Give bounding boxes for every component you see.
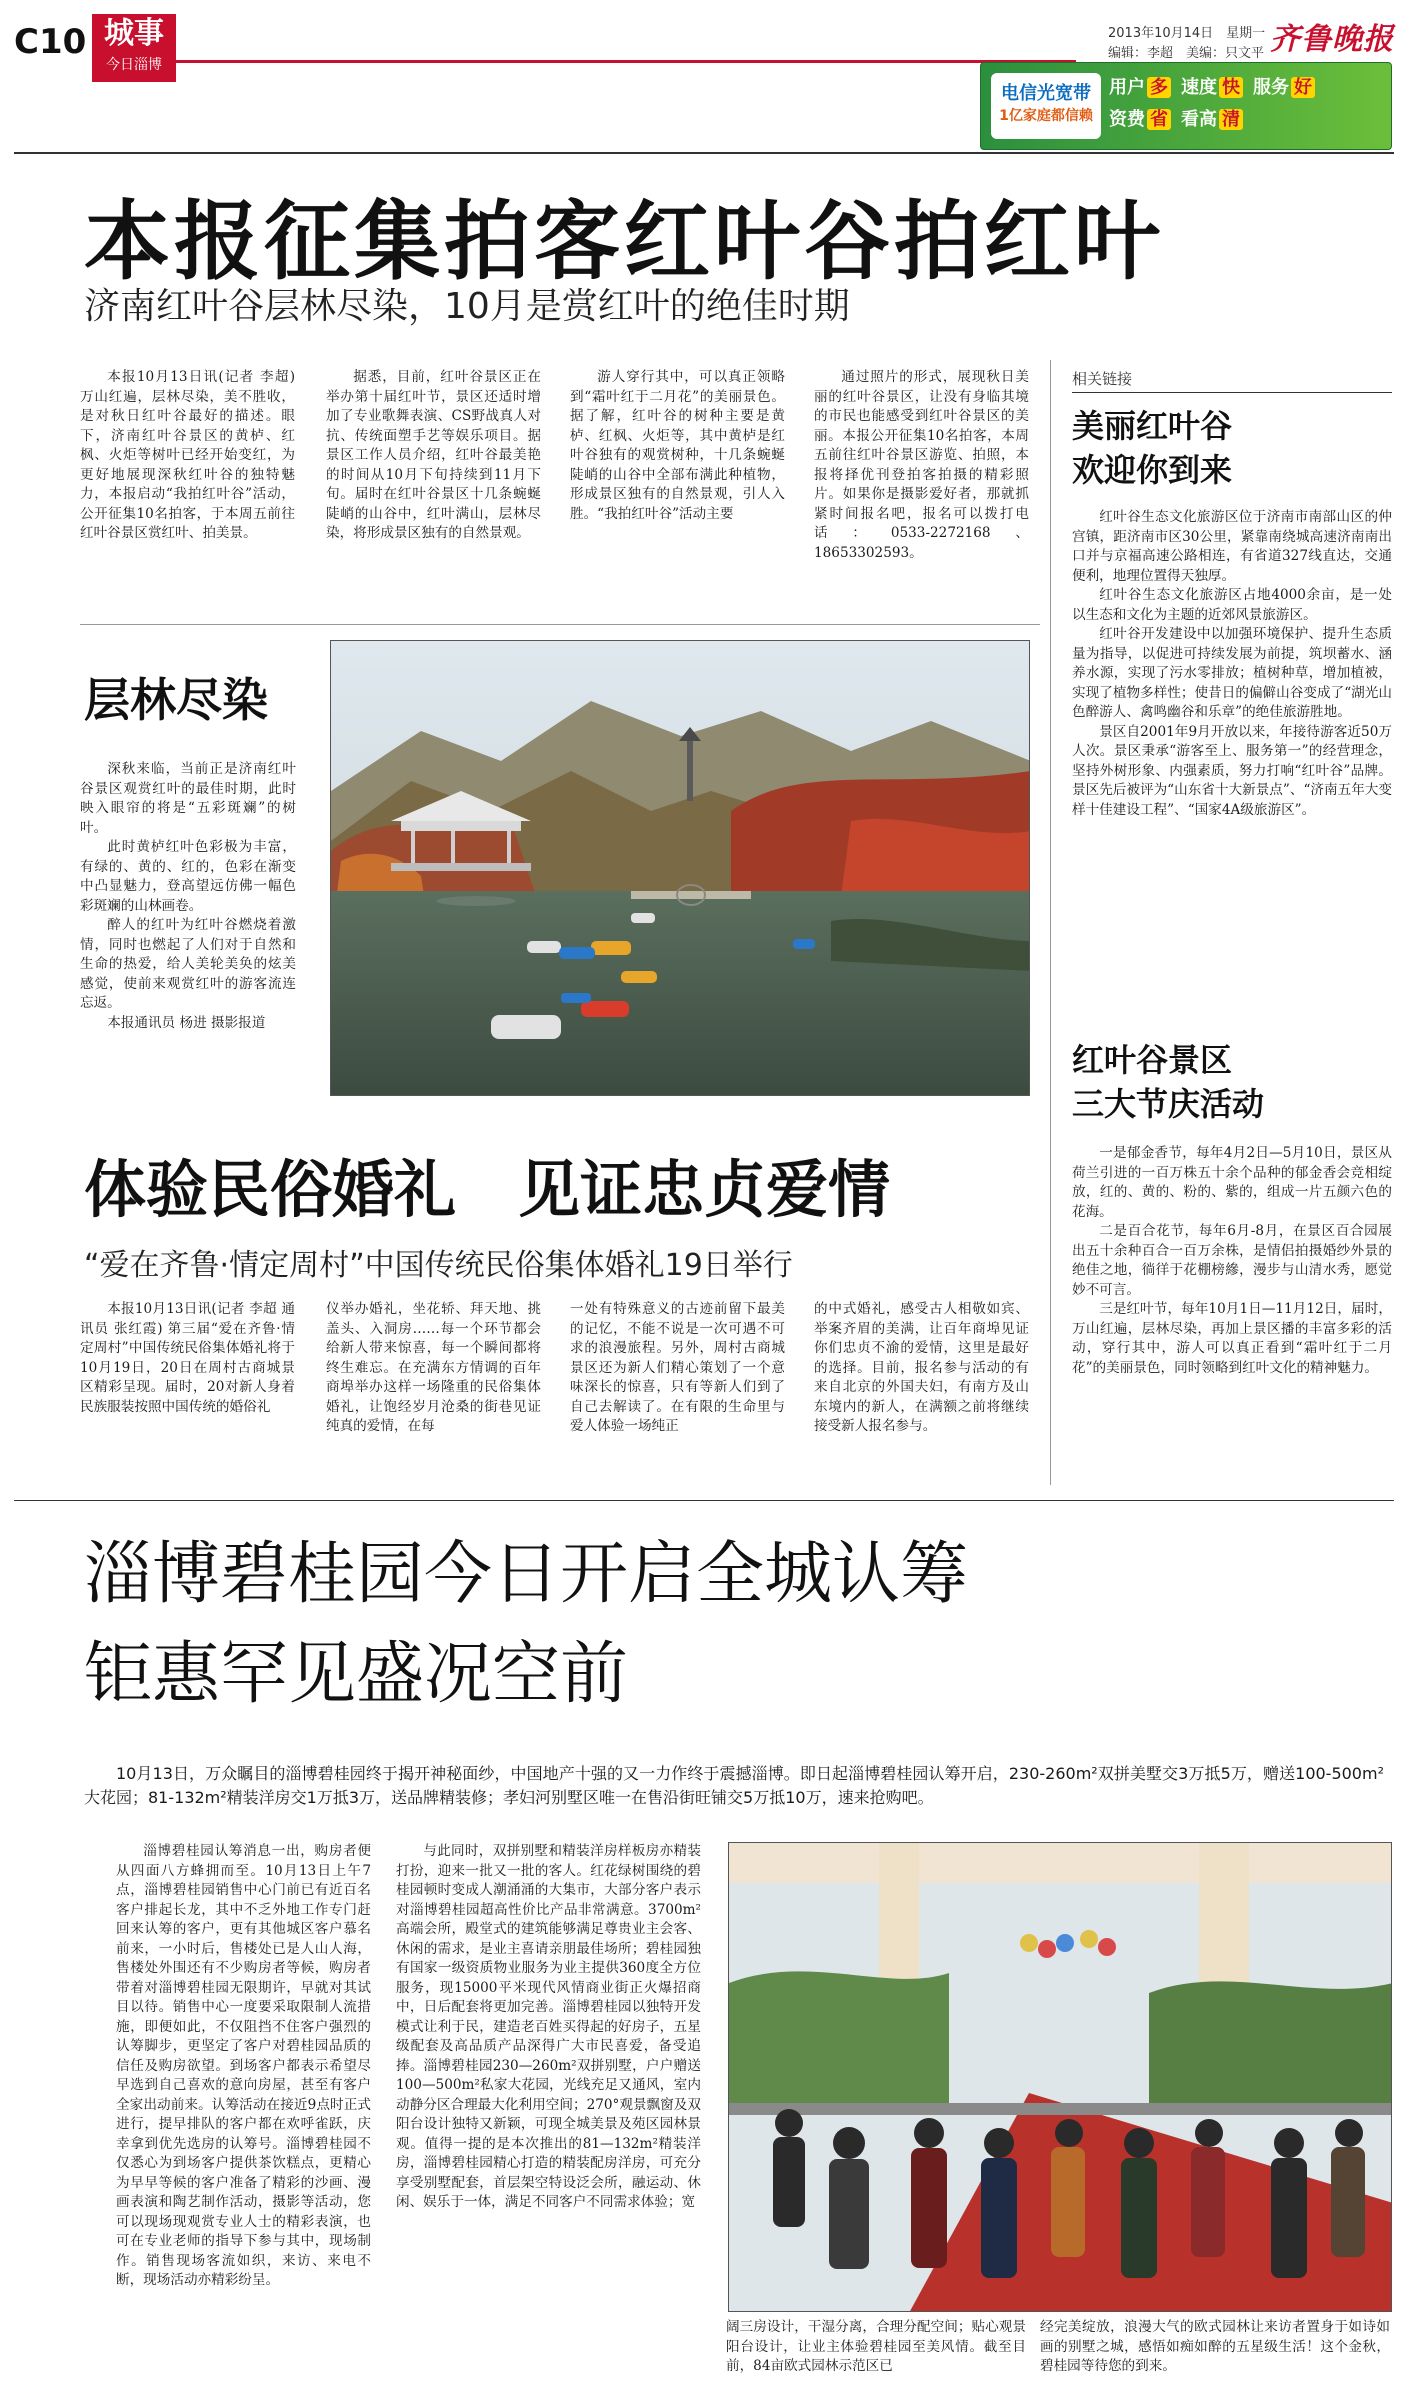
- lake-scene-illustration: [331, 641, 1030, 1096]
- sidebar-body-1: [1072, 508, 1392, 820]
- masthead-logo: 齐鲁晚报: [1270, 22, 1394, 57]
- telecom-ad-logo: [991, 73, 1101, 139]
- editor-credits: 编辑：李超 美编：只文平: [1108, 46, 1265, 61]
- ad-slogan: 速度 快: [1181, 73, 1243, 99]
- article1-column-4: 通过照片的形式，展现秋日美丽的红叶谷景区，让没有身临其境的市民也能感受到红叶谷景区的美丽。本报公开征集10名拍客，本周五前往红叶谷景区游览、拍照，本报将择优刊登拍客拍摄的精彩照片。如果你是摄影爱好者，那就抓紧时间报名吧，报名可以拨打电话：0533-2272168、18653302593。: [814, 369, 1029, 561]
- sidebar-para: 三是红叶节，每年10月1日—11月12日，届时，万山红遍，层林尽染，再加上景区播的丰富多彩的活动，穿行其中，游人可以真正看到“霜叶红于二月花”的美丽景色，同时领略到红叶文化的精神魅力。: [1072, 1301, 1392, 1376]
- article3-column-3: 阔三房设计，干湿分离，合理分配空间；贴心观景阳台设计，让业主体验碧桂园至美风情。截至目前，84亩欧式园林示范区已: [726, 2319, 1026, 2374]
- crowd-scene-illustration: [729, 1843, 1392, 2312]
- sidebar-title-2: 红叶谷景区 三大节庆活动: [1072, 1041, 1265, 1123]
- sidebar-para: 红叶谷开发建设中以加强环境保护、提升生态质量为指导，以促进可持续发展为前提，筑坝蓄水、涵养水源，实现了污水零排放；植树种草，增加植被，实现了植物多样性；使昔日的偏僻山谷变成了“湖光山色醉游人、禽鸣幽谷和乐章”的绝佳旅游胜地。: [1072, 626, 1392, 720]
- sidebar-label: 相关链接: [1072, 370, 1133, 388]
- sidebar-para: 红叶谷生态文化旅游区占地4000余亩，是一处以生态和文化为主题的近郊风景旅游区。: [1072, 587, 1392, 623]
- section-subtitle: 今日淄博: [106, 57, 162, 73]
- article2-subheadline: “爱在齐鲁·情定周村”中国传统民俗集体婚礼19日举行: [84, 1248, 793, 1283]
- ad-logo-line2: 1亿家庭都信赖: [999, 108, 1093, 124]
- ad-slogan: 用户 多: [1109, 73, 1171, 99]
- article3-headline-1: 淄博碧桂园今日开启全城认筹: [84, 1535, 969, 1614]
- sidebar-body-2: [1072, 1144, 1392, 1378]
- header-rule: [176, 60, 1076, 63]
- sidebar-para: 红叶谷生态文化旅游区位于济南市南部山区的仲宫镇，距济南市区30公里，紧靠南绕城高速济南南出口并与京福高速公路相连，有省道327线直达，交通便利，地理位置得天独厚。: [1072, 509, 1392, 584]
- sales-center-photo: [728, 1842, 1392, 2312]
- article3-column-2: 与此同时，双拼别墅和精装洋房样板房亦精装打扮，迎来一批又一批的客人。红花绿树围绕的碧桂园顿时变成人潮涌涌的大集市，大部分客户表示对淄博碧桂园超高性价比产品非常满意。3700m²高端会所，殿堂式的建筑能够满足尊贵业主会客、休闲的需求，是业主喜请亲朋最佳场所；碧桂园独有国家一级资质物业服务为业主提供360度全方位服务，现15000平米现代风情商业街正火爆招商中，日后配套将更加完善。淄博碧桂园以独特开发模式让利于民，建造老百姓买得起的好房子，五星级配套及高品质产品深得广大市民喜爱，备受追捧。淄博碧桂园230—260m²双拼别墅，户户赠送100—500m²私家大花园，光线充足又通风，室内动静分区合理最大化利用空间；270°观景飘窗及双阳台设计独特又新颖，可现全城美景及苑区园林景观。值得一提的是本次推出的81—132m²精装洋房，淄博碧桂园精心打造的精装配房洋房，可充分享受别墅配套，首层架空特设泛会所，融运动、休闲、娱乐于一体，满足不同客户不同需求体验；宽: [396, 1843, 701, 2210]
- caption-para: 醉人的红叶为红叶谷燃烧着激情，同时也燃起了人们对于自然和生命的热爱，给人美轮美奂的炫美感觉，使前来观赏红叶的游客流连忘返。: [80, 917, 296, 1011]
- sidebar-para: 二是百合花节，每年6月-8月，在景区百合园展出五十余种百合一百万余株，是情侣拍摄婚纱外景的绝佳之地，徜徉于花棚榜縿，漫步与山清水秀，愿觉妙不可言。: [1072, 1223, 1392, 1298]
- article2-column-4: 的中式婚礼，感受古人相敬如宾、举案齐眉的美满，让百年商埠见证你们忠贞不渝的爱情，这里是最好的选择。目前，报名参与活动的有来自北京的外国夫妇，有南方及山东境内的新人，在满额之前将继续接受新人报名参与。: [814, 1301, 1029, 1434]
- sidebar-title-1: 美丽红叶谷 欢迎你到来: [1072, 407, 1233, 489]
- ad-slogans: [1109, 73, 1383, 131]
- article1-column-1: 本报10月13日讯(记者 李超) 万山红遍，层林尽染，美不胜收，是对秋日红叶谷最好的描述。眼下，济南红叶谷景区的黄栌、红枫、火炬等树叶已经开始变红，为更好地展现深秋红叶谷的独特魅力，本报启动“我拍红叶谷”活动，公开征集10名拍客，于本周五前往红叶谷景区赏红叶、拍美景。: [80, 369, 295, 541]
- section-title: 城事: [104, 16, 164, 51]
- article2-divider: [14, 1500, 1394, 1501]
- sidebar-para: 景区自2001年9月开放以来，年接待游客近50万人次。景区秉承“游客至上、服务第一”的经营理念，坚持外树形象、内强素质，努力打响“红叶谷”品牌。景区先后被评为“山东省十大新景点”、“济南五年大变样十佳建设工程”、“国家4A级旅游区”。: [1072, 723, 1392, 818]
- header-divider: [14, 152, 1394, 154]
- ad-slogan: 服务 好: [1253, 73, 1315, 99]
- article2-column-3: 一处有特殊意义的古迹前留下最美的记忆，不能不说是一次可遇不可求的浪漫旅程。另外，周村古商城景区还为新人们精心策划了一个意味深长的惊喜，只有等新人们到了自己去解读了。在有限的生命里与爱人体验一场纯正: [570, 1301, 785, 1434]
- article2-column-2: 仪举办婚礼，坐花轿、拜天地、挑盖头、入洞房……每一个环节都会给新人带来惊喜，每一个瞬间都将终生难忘。在充满东方情调的百年商埠举办这样一场隆重的民俗集体婚礼，让饱经岁月沧桑的街巷见证纯真的爱情，在每: [326, 1301, 541, 1434]
- ad-slogan: 资费 省: [1109, 105, 1171, 131]
- article1-subheadline: 济南红叶谷层林尽染，10月是赏红叶的绝佳时期: [84, 286, 850, 327]
- ad-logo-line1: 电信光宽带: [1001, 83, 1091, 104]
- article3-column-4: 经完美绽放，浪漫大气的欧式园林让来访者置身于如诗如画的别墅之城，感悟如痴如醉的五星级生活！这个金秋，碧桂园等待您的到来。: [1040, 2319, 1390, 2374]
- red-leaf-valley-photo: [330, 640, 1030, 1096]
- section-badge: [92, 14, 176, 82]
- article3-lede: 10月13日，万众瞩目的淄博碧桂园终于揭开神秘面纱，中国地产十强的又一力作终于震撼淄博。即日起淄博碧桂园认筹开启，230-260m²双拼美墅交3万抵5万，赠送100-500m²大花园；81-132m²精装洋房交1万抵3万，送品牌精装修；孝妇河别墅区唯一在售沿街旺铺交5万抵10万，速来抢购吧。: [84, 1764, 1384, 1807]
- sidebar-para: 一是郁金香节，每年4月2日—5月10日，景区从荷兰引进的一百万株五十余个品种的郁金香会竞相绽放，红的、黄的、粉的、紫的，组成一片五颜六色的花海。: [1072, 1145, 1392, 1220]
- article3-headline-2: 钜惠罕见盛况空前: [84, 1635, 629, 1714]
- sidebar-label-rule: [1072, 392, 1392, 393]
- issue-date: 2013年10月14日 星期一: [1108, 26, 1266, 41]
- article2-headline: 体验民俗婚礼 见证忠贞爱情: [84, 1153, 891, 1226]
- article1-headline: 本报征集拍客红叶谷拍红叶: [84, 192, 1164, 292]
- photo-caption: [80, 760, 296, 1033]
- article1-column-2: 据悉，目前，红叶谷景区正在举办第十届红叶节，景区还适时增加了专业歌舞表演、CS野战真人对抗、传统面塑手艺等娱乐项目。据景区工作人员介绍，红叶谷最美艳的时间从10月下旬持续到11月下旬。届时在红叶谷景区十几条蜿蜒陡峭的山谷中，红叶满山，层林尽染，将形成景区独有的自然景观。: [326, 369, 541, 541]
- article3-column-1: 淄博碧桂园认筹消息一出，购房者便从四面八方蜂拥而至。10月13日上午7点，淄博碧桂园销售中心门前已有近百名客户排起长龙，其中不乏外地工作专门赶回来认筹的客户，更有其他城区客户慕名前来，一小时后，售楼处已是人山人海，售楼处外围还有不少购房者等候，购房者带着对淄博碧桂园无限期许，早就对其试目以待。销售中心一度要采取限制人流措施，即便如此，不仅阻挡不住客户强烈的认筹脚步，更坚定了客户对碧桂园品质的信任及购房欲望。到场客户都表示希望尽早选到自己喜欢的意向房屋，甚至有客户全家出动前来。认筹活动在接近9点时正式进行，提早排队的客户都在欢呼雀跃，庆幸拿到优先选房的认筹号。淄博碧桂园不仅悉心为到场客户提供茶饮糕点，更精心为早早等候的客户准备了精彩的沙画、漫画表演和陶艺制作活动，摄影等活动，您可以现场现观赏专业人士的精彩表演，也可在专业老师的指导下参与其中，现场制作。销售现场客流如织，来访、来电不断，现场活动亦精彩纷呈。: [116, 1843, 371, 2288]
- article2-column-1: 本报10月13日讯(记者 李超 通讯员 张红霞) 第三届“爱在齐鲁·情定周村”中国传统民俗集体婚礼将于10月19日，20日在周村古商城景区精彩呈现。届时，20对新人身着民族服装按照中国传统的婚俗礼: [80, 1301, 295, 1415]
- ad-slogan: 看高 清: [1181, 105, 1243, 131]
- photo-section-title: 层林尽染: [84, 673, 268, 727]
- caption-para: 深秋来临，当前正是济南红叶谷景区观赏红叶的最佳时期，此时映入眼帘的将是“五彩斑斓”的树叶。: [80, 761, 296, 836]
- page-number: C10: [14, 22, 87, 62]
- caption-para: 此时黄栌红叶色彩极为丰富，有绿的、黄的、红的，色彩在渐变中凸显魅力，登高望远仿佛一幅色彩斑斓的山林画卷。: [80, 839, 296, 914]
- caption-credit: 本报通讯员 杨进 摄影报道: [107, 1014, 266, 1031]
- telecom-ad-banner[interactable]: [980, 62, 1392, 150]
- article1-divider: [80, 624, 1040, 625]
- sidebar-divider: [1050, 360, 1051, 1485]
- article1-column-3: 游人穿行其中，可以真正领略到“霜叶红于二月花”的美丽景色。据了解，红叶谷的树种主要是黄栌、红枫、火炬等，其中黄栌是红叶谷独有的观赏树种，十几条蜿蜒陡峭的山谷中全部布满此种植物，形成景区独有的自然景观，引人入胜。“我拍红叶谷”活动主要: [570, 369, 785, 522]
